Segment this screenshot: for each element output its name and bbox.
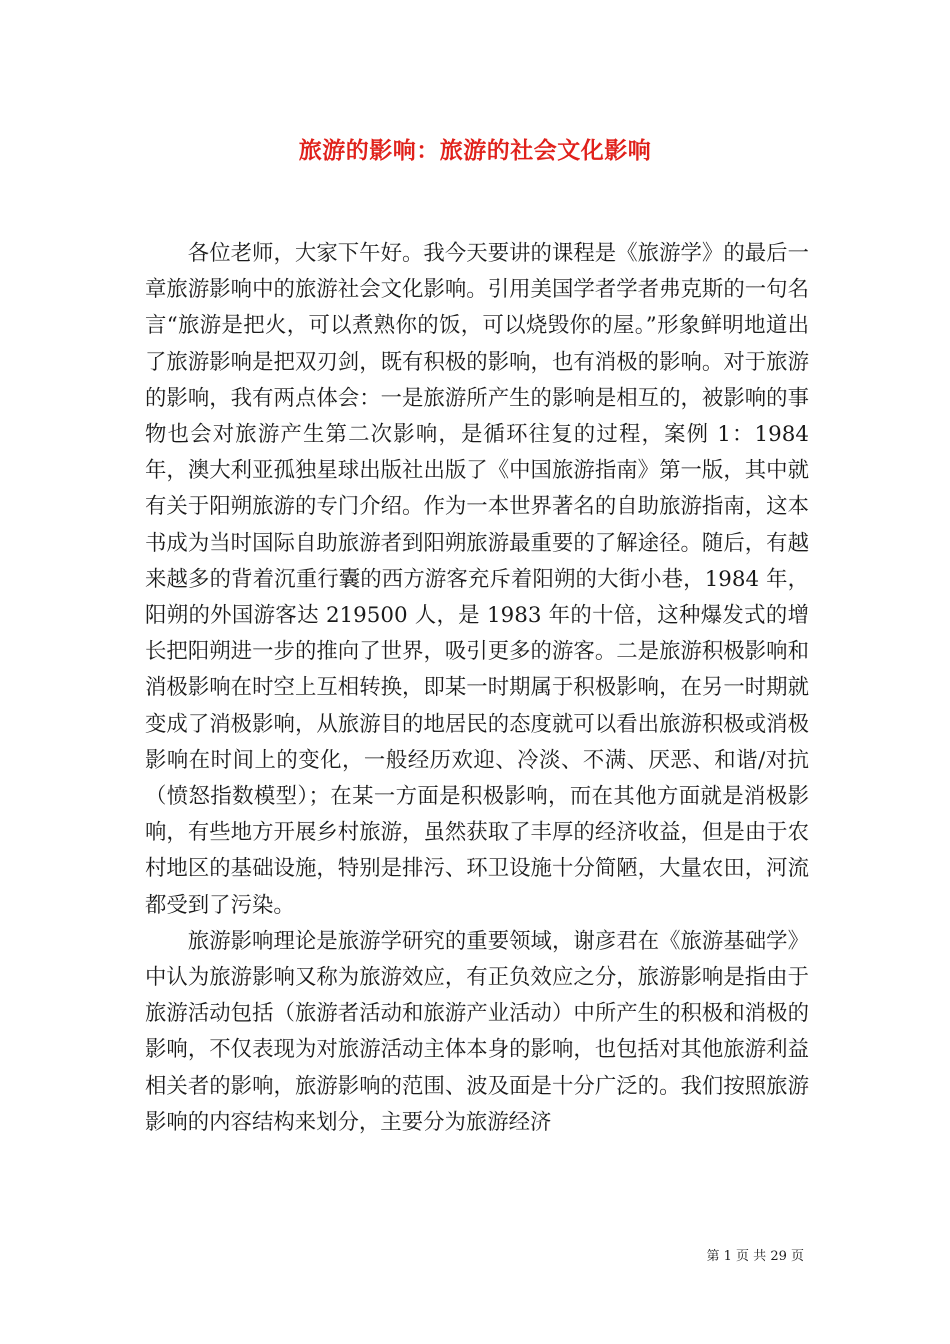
paragraph-2: 旅游影响理论是旅游学研究的重要领域，谢彦君在《旅游基础学》中认为旅游影响又称为旅游效应，有正负效应之分，旅游影响是指由于旅游活动包括（旅游者活动和旅游产业活动）中所产生的积极和消极的影响，不仅表现为对旅游活动主体本身的影响，也包括对其他旅游利益相关者的影响，旅游影响的范围、波及面是十分广泛的。我们按照旅游影响的内容结构来划分，主要分为旅游经济: [145, 928, 809, 1135]
document-body: [145, 236, 809, 1141]
paragraph-1: 各位老师，大家下午好。我今天要讲的课程是《旅游学》的最后一章旅游影响中的旅游社会文化影响。引用美国学者学者弗克斯的一句名言“旅游是把火，可以煮熟你的饭，可以烧毁你的屋。”形象鲜明地道出了旅游影响是把双刃剑，既有积极的影响，也有消极的影响。对于旅游的影响，我有两点体会：一是旅游所产生的影响是相互的，被影响的事物也会对旅游产生第二次影响，是循环往复的过程，案例 1：1984 年，澳大利亚孤独星球出版社出版了《中国旅游指南》第一版，其中就有关于阳朔旅游的专门介绍。作为一本世界著名的自助旅游指南，这本书成为当时国际自助旅游者到阳朔旅游最重要的了解途径。随后，有越来越多的背着沉重行囊的西方游客充斥着阳朔的大街小巷，1984 年，阳朔的外国游客达 219500 人，是 1983 年的十倍，这种爆发式的增长把阳朔进一步的推向了世界，吸引更多的游客。二是旅游积极影响和消极影响在时空上互相转换，即某一时期属于积极影响，在另一时期就变成了消极影响，从旅游目的地居民的态度就可以看出旅游积极或消极影响在时间上的变化，一般经历欢迎、冷淡、不满、厌恶、和谐/对抗（愤怒指数模型）；在某一方面是积极影响，而在其他方面就是消极影响，有些地方开展乡村旅游，虽然获取了丰厚的经济收益，但是由于农村地区的基础设施，特别是排污、环卫设施十分简陋，大量农田，河流都受到了污染。: [145, 241, 809, 918]
document-title: 旅游的影响：旅游的社会文化影响: [298, 137, 652, 164]
page-number-footer: 第 1 页 共 29 页: [706, 1249, 804, 1264]
